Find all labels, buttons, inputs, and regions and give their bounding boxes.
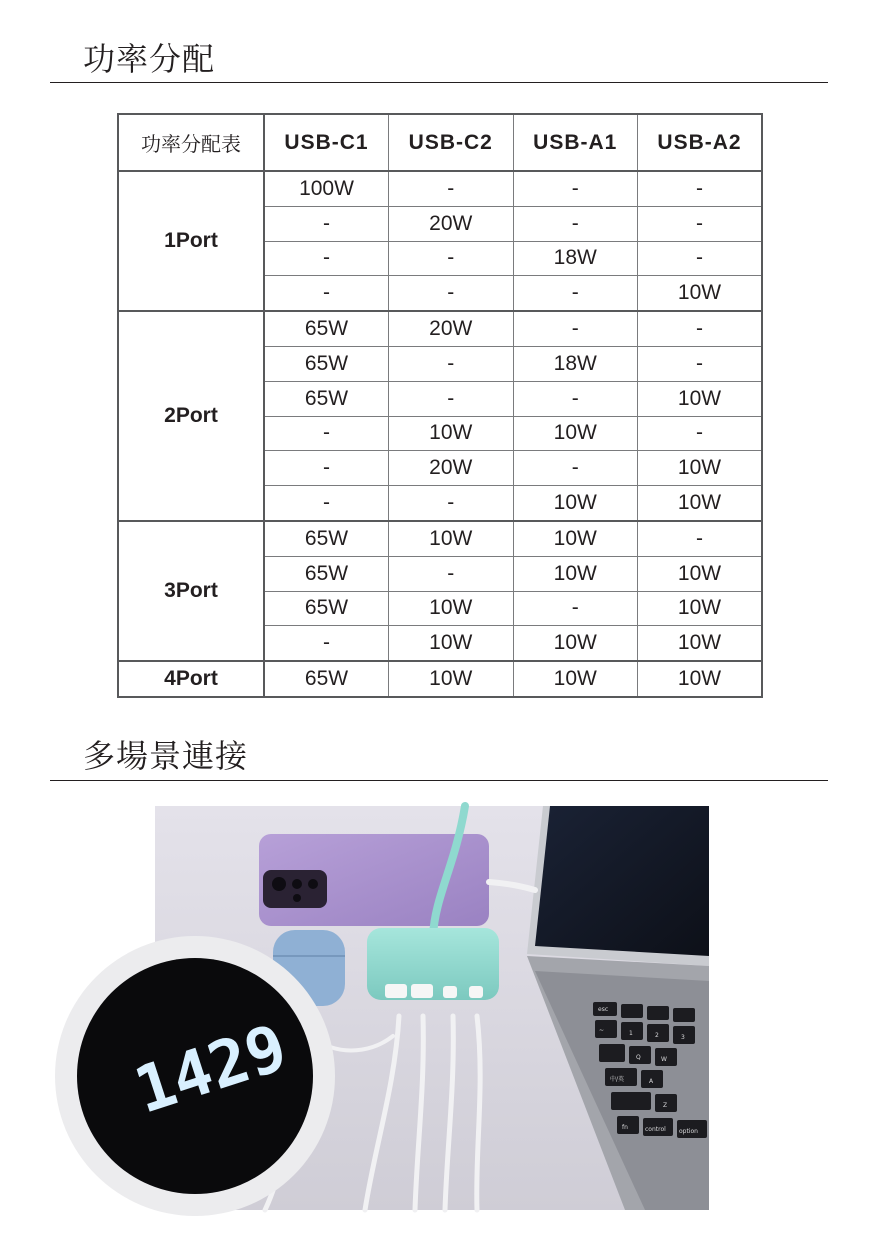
table-header-cell: USB-C1	[264, 114, 389, 171]
table-cell: -	[264, 241, 389, 276]
table-cell: -	[638, 311, 763, 346]
table-cell: -	[513, 206, 638, 241]
table-cell: 10W	[513, 521, 638, 556]
table-cell: 10W	[389, 661, 514, 697]
table-cell: 20W	[389, 311, 514, 346]
table-cell: -	[264, 626, 389, 661]
key-label: 中/英	[610, 1076, 625, 1083]
usb-charging-hub	[367, 928, 499, 1000]
power-distribution-table	[117, 113, 763, 698]
table-cell: -	[638, 206, 763, 241]
table-cell: -	[389, 556, 514, 591]
table-header-cell: USB-C2	[389, 114, 514, 171]
table-cell: 10W	[513, 556, 638, 591]
key-label: ~	[599, 1027, 605, 1034]
table-cell: -	[264, 416, 389, 451]
table-header-cell: USB-A2	[638, 114, 763, 171]
table-cell: -	[389, 381, 514, 416]
section-divider	[50, 82, 828, 83]
key-label: Q	[636, 1054, 641, 1061]
table-cell: 10W	[638, 381, 763, 416]
key-label: Z	[663, 1102, 668, 1109]
table-cell: 10W	[638, 556, 763, 591]
table-row	[118, 661, 762, 697]
table-cell: 18W	[513, 346, 638, 381]
port-group-label: 1Port	[118, 171, 264, 311]
table-cell: 65W	[264, 521, 389, 556]
table-cell: 10W	[389, 521, 514, 556]
table-cell: -	[389, 486, 514, 521]
table-row	[118, 521, 762, 556]
table-header-row	[118, 114, 762, 171]
table-cell: 65W	[264, 591, 389, 626]
table-cell: 65W	[264, 556, 389, 591]
table-cell: 10W	[638, 451, 763, 486]
table-cell: -	[389, 241, 514, 276]
table-cell: -	[513, 381, 638, 416]
desk-clock	[55, 936, 335, 1216]
table-header-cell: 功率分配表	[118, 114, 264, 171]
key-label: 2	[655, 1032, 659, 1039]
table-cell: 10W	[389, 416, 514, 451]
port-group-label: 2Port	[118, 311, 264, 521]
table-cell: 65W	[264, 311, 389, 346]
table-cell: 10W	[638, 591, 763, 626]
table-cell: -	[638, 171, 763, 206]
table-cell: 10W	[513, 661, 638, 697]
table-body	[118, 171, 762, 697]
key-label: option	[679, 1128, 698, 1135]
key-label: esc	[598, 1006, 609, 1013]
table-cell: -	[389, 346, 514, 381]
table-cell: 20W	[389, 451, 514, 486]
table-cell: -	[638, 416, 763, 451]
table-header-cell: USB-A1	[513, 114, 638, 171]
key-label: fn	[622, 1124, 628, 1131]
table-cell: 10W	[513, 416, 638, 451]
table-cell: 65W	[264, 381, 389, 416]
key-label: 3	[681, 1034, 685, 1041]
clock-digits: 1429	[126, 1010, 296, 1129]
table-cell: 10W	[389, 591, 514, 626]
section-divider	[50, 780, 828, 781]
key-label: control	[645, 1126, 666, 1133]
product-scene-photo	[126, 806, 709, 1210]
table-cell: -	[513, 171, 638, 206]
table-cell: 65W	[264, 661, 389, 697]
key-label: 1	[629, 1030, 633, 1037]
table-cell: -	[513, 311, 638, 346]
table-cell: 18W	[513, 241, 638, 276]
port-group-label: 4Port	[118, 661, 264, 697]
table-cell: 65W	[264, 346, 389, 381]
table-cell: -	[638, 521, 763, 556]
table-cell: 10W	[389, 626, 514, 661]
section-title-power-distribution: 功率分配	[83, 40, 216, 78]
section-title-multi-scene: 多場景連接	[83, 737, 249, 775]
table-cell: -	[638, 346, 763, 381]
table-cell: -	[513, 591, 638, 626]
key-label: W	[661, 1056, 667, 1063]
table-row	[118, 311, 762, 346]
table-cell: 10W	[638, 626, 763, 661]
port-group-label: 3Port	[118, 521, 264, 661]
table-cell: -	[638, 241, 763, 276]
table-cell: -	[513, 276, 638, 311]
table-cell: 20W	[389, 206, 514, 241]
table-cell: -	[389, 276, 514, 311]
table-cell: 10W	[513, 626, 638, 661]
table-row	[118, 171, 762, 206]
table-cell: -	[264, 451, 389, 486]
table-cell: -	[264, 486, 389, 521]
table-cell: 10W	[638, 661, 763, 697]
table-cell: -	[264, 206, 389, 241]
table-cell: -	[264, 276, 389, 311]
table-cell: 100W	[264, 171, 389, 206]
table-cell: -	[389, 171, 514, 206]
table-cell: 10W	[638, 276, 763, 311]
table-cell: 10W	[513, 486, 638, 521]
table-cell: 10W	[638, 486, 763, 521]
table-cell: -	[513, 451, 638, 486]
key-label: A	[649, 1078, 654, 1085]
